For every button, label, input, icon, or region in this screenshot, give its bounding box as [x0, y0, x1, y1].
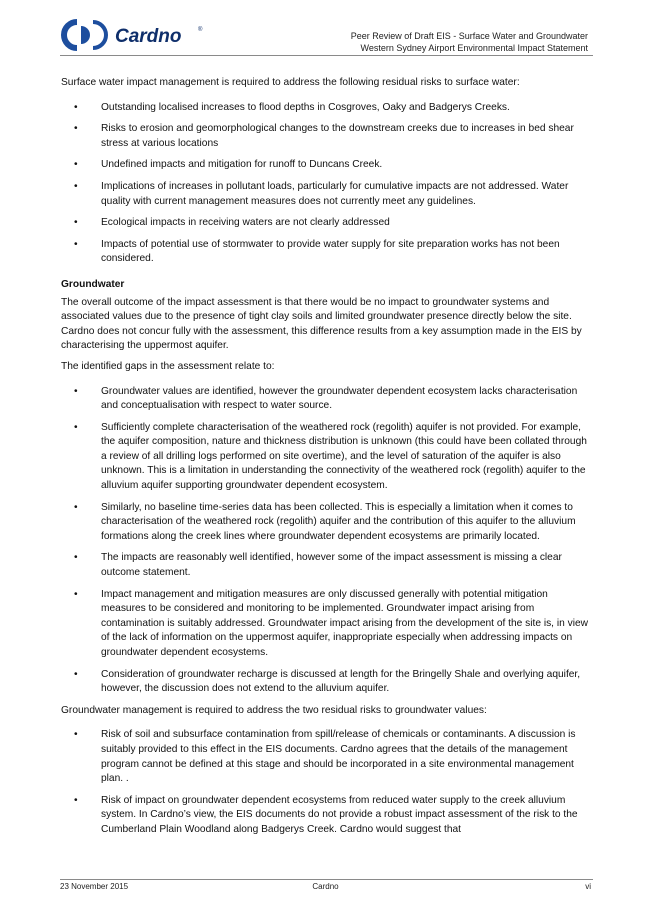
list-item: • Groundwater values are identified, however the groundwater dependent ecosystem lacks characterisation and conceptualisation with respect to water source.	[101, 385, 591, 414]
surface-water-risk-list	[61, 101, 591, 267]
header-divider	[60, 55, 593, 56]
list-item: • Similarly, no baseline time-series data has been collected. This is especially a limitation when it comes to characterisation of the weathered rock (regolith) aquifer and the contribution of this aquifer to the alluvium formations along the creek lines where groundwater dependent ecosystems are primarily located.	[101, 501, 591, 545]
footer-date: 23 November 2015	[60, 882, 129, 891]
list-item: • Risk of soil and subsurface contamination from spill/release of chemicals or contaminants. A discussion is suitably provided to this effect in the EIS documents. Cardno agrees that the details of the management program cannot be defined at this stage and should be incorporated in a site environmental management plan. .	[101, 728, 591, 786]
list-item: • Sufficiently complete characterisation of the weathered rock (regolith) aquifer is not provided. For example, the aquifer composition, nature and thickness distribution is unknown (this could have been collated through a review of all drilling logs performed on site overtime), and the level of saturation of the aquifer is also unknown. This is a limitation in understanding the connectivity of the weathered rock (regolith) aquifer to the alluvium aquifer supporting groundwater dependent ecosystem.	[101, 421, 591, 494]
list-item: • Impacts of potential use of stormwater to provide water supply for site preparation works has not been considered.	[101, 238, 591, 267]
groundwater-heading: Groundwater	[61, 278, 125, 290]
list-item: • Consideration of groundwater recharge is discussed at length for the Bringelly Shale and overlying aquifer, however, the discussion does not extend to the alluvium aquifer.	[101, 668, 591, 697]
list-item: • Impact management and mitigation measures are only discussed generally with potential mitigation measures to be considered and monitoring to be implemented. Groundwater impact arising from contamination is suitably addressed. Groundwater impact arising from the development of the site is, in view of the lack of information on the uppermost aquifer, inappropriate especially when addressing impacts on groundwater dependent ecosystems.	[101, 588, 591, 661]
groundwater-management-intro: Groundwater management is required to address the two residual risks to groundwater values:	[61, 704, 487, 716]
list-item: • Implications of increases in pollutant loads, particularly for cumulative impacts are not addressed. Water quality with current management measures does not currently meet any guidelines.	[101, 180, 591, 209]
list-item: • The impacts are reasonably well identified, however some of the impact assessment is missing a clear outcome statement.	[101, 551, 591, 580]
footer-divider	[60, 879, 593, 880]
list-item: • Outstanding localised increases to flood depths in Cosgroves, Oaky and Badgerys Creeks.	[101, 101, 591, 116]
document-header	[351, 30, 588, 54]
page-body	[61, 76, 591, 845]
groundwater-risk-list	[61, 728, 591, 837]
identified-gaps-intro: The identified gaps in the assessment relate to:	[61, 360, 275, 372]
identified-gaps-list	[61, 385, 591, 697]
header-line-1: Peer Review of Draft EIS - Surface Water and Groundwater	[350, 31, 588, 41]
list-item: • Risk of impact on groundwater dependent ecosystems from reduced water supply to the creek alluvium system. In Cardno’s view, the EIS documents do not provide a robust impact assessment of the risk to the Cumberland Plain Woodland along Badgerys Creek. Cardno would suggest that	[101, 794, 591, 838]
header-line-2: Western Sydney Airport Environmental Impact Statement	[360, 43, 588, 53]
cardno-logo	[60, 19, 210, 51]
footer-company: Cardno	[312, 882, 339, 891]
page-number: vi	[585, 882, 591, 891]
list-item: • Risks to erosion and geomorphological changes to the downstream creeks due to increases in bed shear stress at various locations	[101, 122, 591, 151]
groundwater-outcome-paragraph: The overall outcome of the impact assessment is that there would be no impact to groundwater systems and associated values due to the presence of tight clay soils and limited groundwater presence directly below the site. Cardno does not concur fully with the assessment, this difference results from a key assumption made in the EIS by characterising the uppermost aquifer.	[61, 296, 582, 352]
list-item: • Undefined impacts and mitigation for runoff to Duncans Creek.	[101, 158, 591, 173]
surface-water-intro: Surface water impact management is required to address the following residual risks to surface water:	[61, 77, 520, 88]
list-item: • Ecological impacts in receiving waters are not clearly addressed	[101, 216, 591, 231]
svg-text:Cardno: Cardno	[115, 26, 182, 47]
svg-text:®: ®	[198, 27, 203, 33]
